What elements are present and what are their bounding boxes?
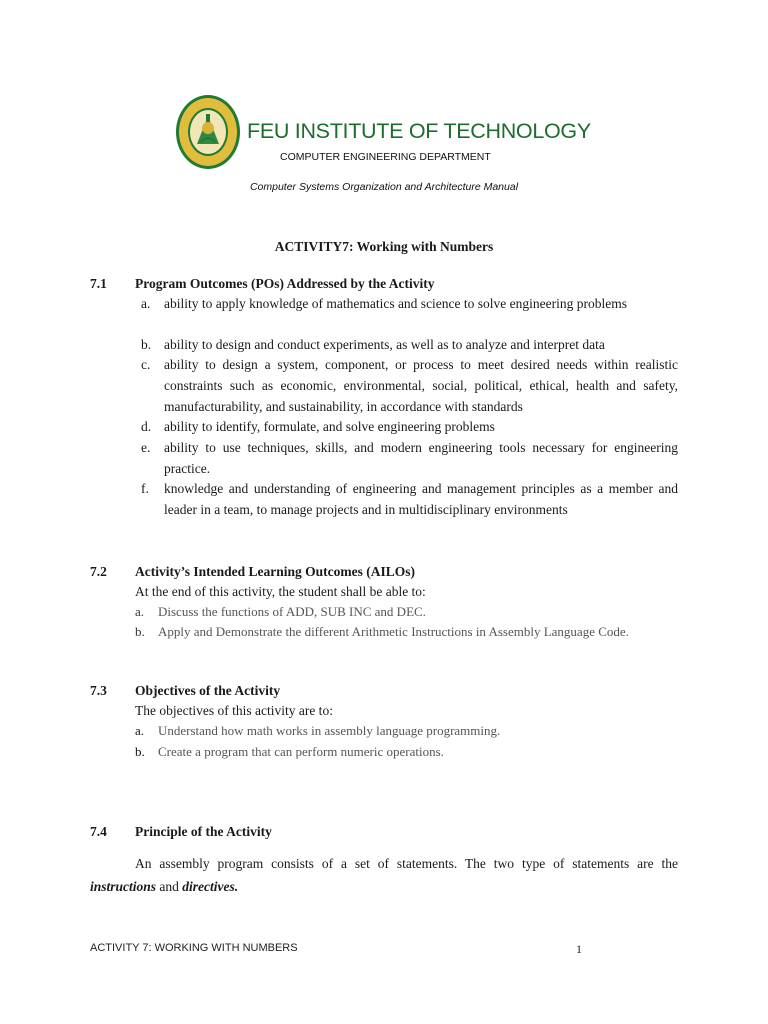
list-text: ability to identify, formulate, and solve engineering problems [164, 419, 495, 434]
list-item [135, 742, 678, 761]
list-text: ability to apply knowledge of mathematics and science to solve engineering problems [164, 296, 627, 311]
emphasis-directives: directives. [182, 879, 239, 894]
list-item [141, 438, 678, 480]
list-text: Apply and Demonstrate the different Arithmetic Instructions in Assembly Language Code. [158, 624, 629, 639]
list-letter: a. [135, 723, 145, 738]
list-item [141, 479, 678, 521]
footer-activity-label: ACTIVITY 7: WORKING WITH NUMBERS [90, 942, 298, 954]
activity-title: ACTIVITY7: Working with Numbers [274, 239, 494, 254]
institution-name: FEU INSTITUTE OF TECHNOLOGY [247, 119, 591, 143]
section-title: Program Outcomes (POs) Addressed by the Activity [135, 276, 435, 291]
section-number: 7.1 [90, 276, 107, 291]
section-intro: The objectives of this activity are to: [135, 703, 333, 718]
list-item [141, 355, 678, 417]
department-name: COMPUTER ENGINEERING DEPARTMENT [280, 151, 491, 163]
page-number: 1 [576, 942, 582, 956]
list-letter: c. [141, 357, 151, 372]
list-letter: a. [141, 296, 151, 311]
emphasis-instructions: instructions [90, 879, 157, 894]
section-title: Principle of the Activity [135, 824, 272, 839]
section-title: Objectives of the Activity [135, 683, 281, 698]
list-item [135, 622, 678, 641]
list-letter: b. [135, 624, 145, 639]
section-intro: At the end of this activity, the student shall be able to: [135, 584, 426, 599]
list-letter: b. [141, 337, 152, 352]
list-letter: a. [135, 604, 145, 619]
section-number: 7.4 [90, 824, 107, 839]
section-number: 7.3 [90, 683, 107, 698]
list-letter: f. [141, 481, 149, 496]
list-text: Discuss the functions of ADD, SUB INC and DEC. [158, 604, 426, 619]
list-text: ability to use techniques, skills, and modern engineering tools necessary for engineering practice. [164, 440, 678, 476]
list-text: ability to design a system, component, or process to meet desired needs within realistic constraints such as economic, environmental, social, political, ethical, health and safety, manufacturability, and sustainability, in accordance with standards [164, 357, 678, 414]
paragraph-text: An assembly program consists of a set of statements. The two type of statements are the [135, 856, 678, 871]
list-item [141, 294, 678, 315]
list-text: Understand how math works in assembly language programming. [158, 723, 501, 738]
list-item [135, 721, 678, 740]
principle-paragraph [90, 852, 678, 898]
list-letter: b. [135, 744, 145, 759]
list-text: knowledge and understanding of engineering and management principles as a member and leader in a team, to manage projects and in multidisciplinary environments [164, 481, 678, 517]
list-item [135, 602, 678, 621]
manual-title: Computer Systems Organization and Architecture Manual [249, 181, 519, 193]
list-text: Create a program that can perform numeric operations. [158, 744, 444, 759]
list-item [141, 417, 678, 438]
section-number: 7.2 [90, 564, 107, 579]
list-letter: d. [141, 419, 152, 434]
feu-tech-seal-logo [175, 94, 241, 170]
paragraph-and: and [159, 879, 179, 894]
list-text: ability to design and conduct experiments, as well as to analyze and interpret data [164, 337, 605, 352]
list-letter: e. [141, 440, 151, 455]
section-title: Activity’s Intended Learning Outcomes (AILOs) [135, 564, 415, 579]
list-item [141, 335, 678, 356]
